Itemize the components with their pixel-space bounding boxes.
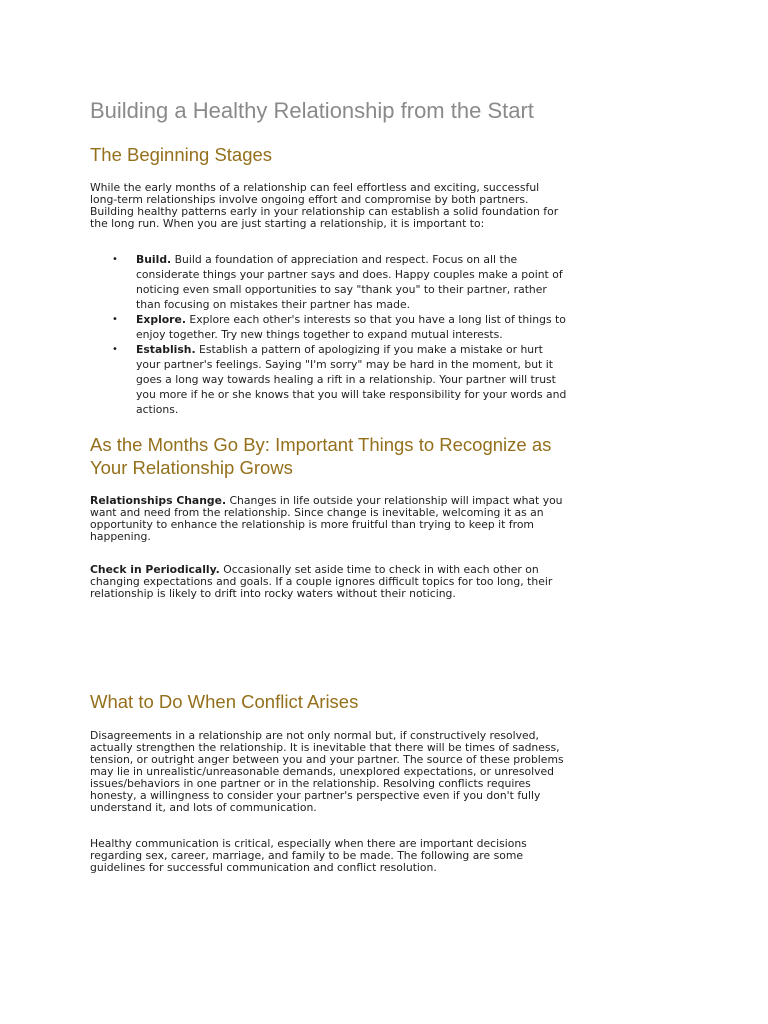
paragraph-term: Relationships Change. — [90, 494, 227, 507]
paragraph-text: Occasionally set aside time to check in with each other on changing expectations and goals. If a couple ignores difficult topics for too long, their relationship is likely to drift into rocky waters without their noticing. — [90, 563, 553, 600]
section-heading-beginning-stages: The Beginning Stages — [90, 144, 273, 165]
page-title: Building a Healthy Relationship from the Start — [90, 98, 534, 123]
communication-paragraph: Healthy communication is critical, especially when there are important decisions regarding sex, career, marriage, and family to be made. The following are some guidelines for successful communication and conflict resolution. — [90, 837, 527, 874]
list-item — [90, 342, 570, 417]
section-heading-months-go-by: As the Months Go By: Important Things to Recognize as Your Relationship Grows — [90, 434, 552, 478]
bullet-icon: • — [112, 254, 118, 265]
list-item-text: Establish a pattern of apologizing if you make a mistake or hurt your partner's feelings. Saying "I'm sorry" may be hard in the moment, but it goes a long way towards healing a rift in a relationship. Your partner will trust you more if he or she knows that you will take responsibility for your words and actions. — [136, 343, 567, 416]
list-item — [90, 252, 570, 312]
conflict-paragraph: Disagreements in a relationship are not only normal but, if constructively resolved, actually strengthen the relationship. It is inevitable that there will be times of sadness, tension, or outright anger between you and your partner. The source of these problems may lie in unrealistic/unreasonable demands, unexplored expectations, or unresolved issues/behaviors in one partner or in the relationship. Resolving conflicts requires honesty, a willingness to consider your partner's perspective even if you don't fully understand it, and lots of communication. — [90, 729, 564, 814]
list-item-text: Build a foundation of appreciation and respect. Focus on all the considerate things your partner says and does. Happy couples make a point of noticing even small opportunities to say "thank you" to their partner, rather than focusing on mistakes their partner has made. — [136, 253, 563, 311]
tips-list — [90, 252, 570, 417]
intro-paragraph: While the early months of a relationship can feel effortless and exciting, successful long-term relationships involve ongoing effort and compromise by both partners. Building healthy patterns early in your relationship can establish a solid foundation for the long run. When you are just starting a relationship, it is important to: — [90, 181, 559, 230]
list-item-text: Explore each other's interests so that you have a long list of things to enjoy together. Try new things together to expand mutual interests. — [136, 313, 566, 341]
paragraph-term: Check in Periodically. — [90, 563, 220, 576]
list-item-term: Explore. — [136, 313, 186, 326]
list-item — [90, 312, 570, 342]
section-heading-conflict: What to Do When Conflict Arises — [90, 691, 359, 712]
bullet-icon: • — [112, 314, 118, 325]
relationships-change-paragraph — [90, 495, 566, 543]
list-item-term: Build. — [136, 253, 172, 266]
paragraph-text: Changes in life outside your relationship will impact what you want and need from the relationship. Since change is inevitable, welcoming it as an opportunity to enhance the relationship is more fruitful than trying to keep it from happening. — [90, 494, 563, 543]
list-item-term: Establish. — [136, 343, 196, 356]
bullet-icon: • — [112, 344, 118, 355]
check-in-paragraph — [90, 564, 566, 600]
